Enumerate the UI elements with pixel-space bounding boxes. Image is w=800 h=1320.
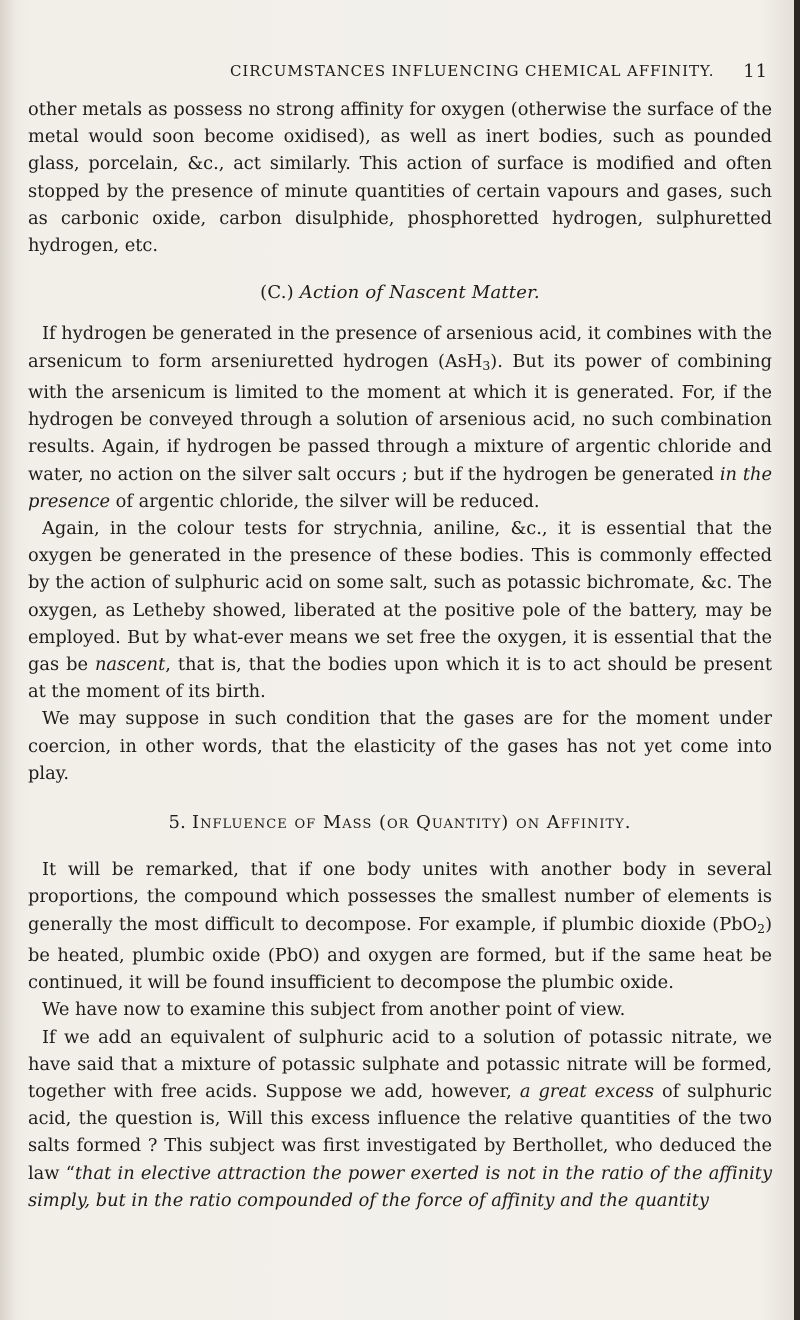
section-5-heading — [28, 809, 772, 836]
section-c-title: Action of Nascent Matter. — [299, 282, 540, 304]
paragraph-4: We may suppose in such condition that the gases are for the moment under coercion, in other words, that the elasticity of the gases has not yet come into play. — [28, 708, 772, 784]
page-gutter-shadow — [0, 0, 14, 1320]
paragraph-2-part-c: of argentic chloride, the silver will be reduced. — [110, 490, 540, 512]
paragraph-7-part-a: If we add an equivalent of sulphuric acid to a solution of potassic nitrate, we have said that a mixture of potassic sulphate and potassic nitrate will be formed, together with free acids. Suppose we add, however, — [28, 1026, 772, 1102]
paragraph-5-part-b: ) be heated, plumbic oxide (PbO) and oxygen are formed, but if the same heat be continued, it will be found insufficient to decompose the plumbic oxide. — [28, 913, 772, 994]
paragraph-3-part-b: , that is, that the bodies upon which it is to act should be present at the moment of its birth. — [28, 653, 772, 703]
paragraph-3-emphasis: nascent — [94, 653, 166, 675]
paragraph-1: other metals as possess no strong affinity for oxygen (otherwise the surface of the metal would soon become oxidised), as well as inert bodies, such as pounded glass, porcelain, &c., act similarly. This action of surface is modified and often stopped by the presence of minute quantities of certain vapours and gases, such as carbonic oxide, carbon disulphide, phosphoretted hydrogen, sulphuretted hydrogen, etc. — [28, 99, 772, 257]
running-header — [230, 62, 770, 80]
paragraph-3 — [28, 515, 772, 705]
paragraph-2 — [28, 320, 772, 515]
running-title: CIRCUMSTANCES INFLUENCING CHEMICAL AFFINITY. — [230, 62, 715, 80]
page-edge-dark — [794, 0, 800, 1320]
paragraph-5 — [28, 856, 772, 996]
paragraph-7-emphasis: a great excess — [519, 1080, 654, 1102]
subscript-2: 2 — [757, 920, 766, 936]
body-text — [28, 96, 772, 1214]
page-number: 11 — [743, 61, 768, 82]
section-c-label: (C.) — [260, 282, 294, 304]
section-5-title: Influence of Mass (or Quantity) on Affinity. — [192, 811, 632, 833]
section-5-number: 5. — [168, 811, 187, 833]
paragraph-6: We have now to examine this subject from another point of view. — [42, 999, 626, 1021]
paragraph-7 — [28, 1024, 772, 1214]
section-c-heading — [28, 279, 772, 306]
paragraph-2-part-a: If hydrogen be generated in the presence of arsenious acid, it combines with the arsenicum to form arseniuretted hydrogen (AsH — [28, 323, 772, 372]
paragraph-7-part-b: of sulphuric acid, the question is, Will this excess influence the relative quantities of the two salts formed ? This subject was first investigated by Berthollet, who deduced the law “ — [28, 1080, 772, 1184]
paragraph-3-part-a: Again, in the colour tests for strychnia, aniline, &c., it is essential that the oxygen be generated in the presence of these bodies. This is commonly effected by the action of sulphuric acid on some salt, such as potassic bichromate, &c. The oxygen, as Letheby showed, liberated at the positive pole of the battery, may be employed. But by what-ever means we set free the oxygen, it is essential that the gas be — [28, 517, 772, 675]
paragraph-2-part-b: ). But its power of combining with the arsenicum is limited to the moment at which it is generated. For, if the hydrogen be conveyed through a solution of arsenious acid, no such combination results. Again, if hydrogen be passed through a mixture of argentic chloride and water, no action on the silver salt occurs ; but if the hydrogen be generated — [28, 350, 772, 485]
paragraph-2-emphasis: in the presence — [28, 463, 772, 512]
berthollet-law-quote: that in elective attraction the power exerted is not in the ratio of the affinity simply, but in the ratio compounded of the force of affinity and the quantity — [28, 1162, 772, 1211]
paragraph-5-part-a: It will be remarked, that if one body unites with another body in several proportions, the compound which possesses the smallest number of elements is generally the most difficult to decompose. For example, if plumbic dioxide (PbO — [28, 859, 772, 935]
subscript-3: 3 — [482, 357, 491, 373]
